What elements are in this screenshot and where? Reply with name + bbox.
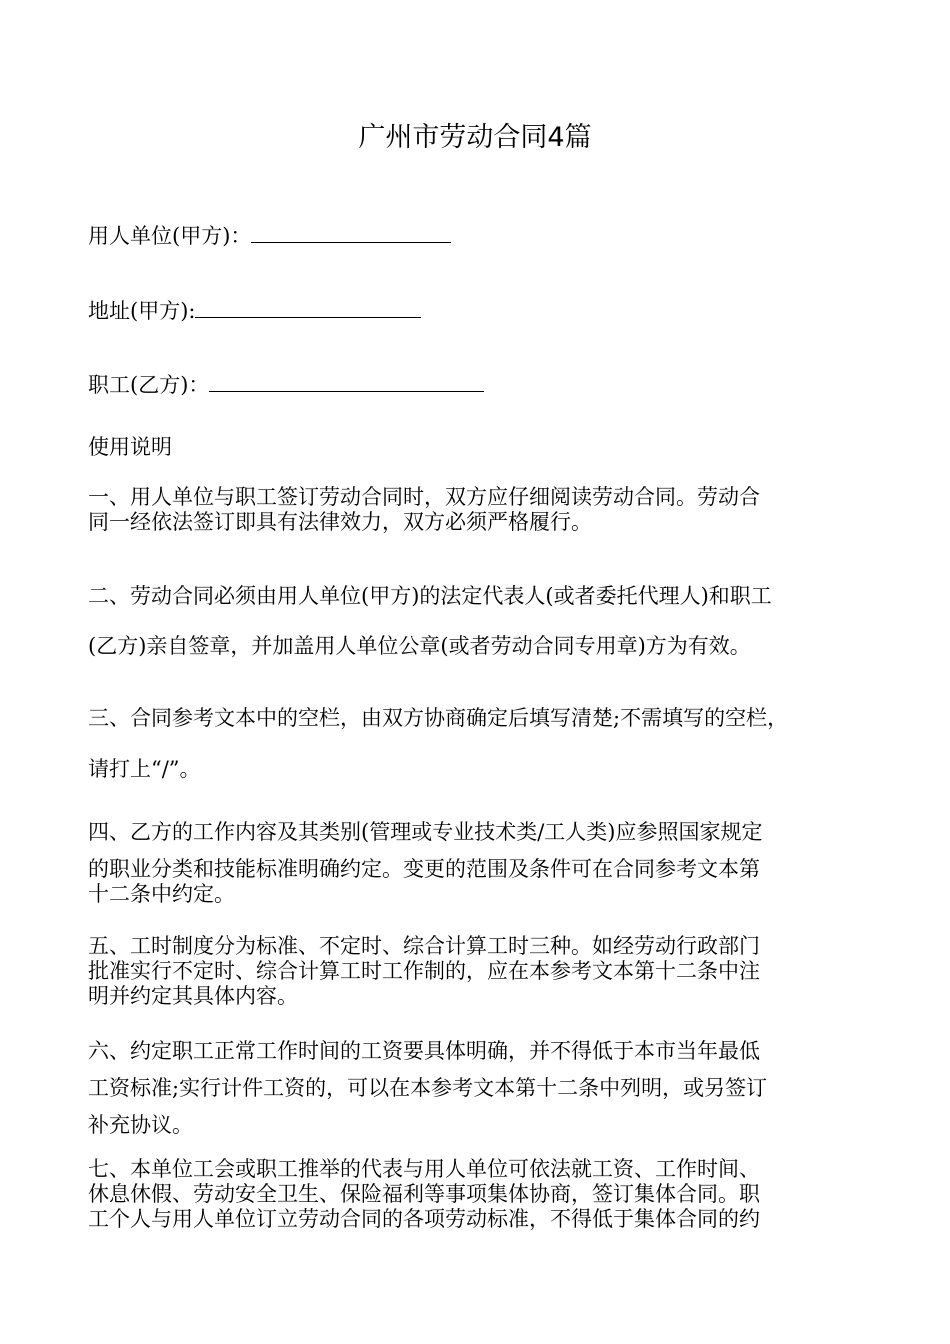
paragraph-4	[88, 820, 878, 907]
paragraph-line: 同一经依法签订即具有法律效力，双方必须严格履行。	[88, 510, 592, 534]
paragraph-line: 六、约定职工正常工作时间的工资要具体明确，并不得低于本市当年最低	[88, 1039, 760, 1063]
paragraph-line: 的职业分类和技能标准明确约定。变更的范围及条件可在合同参考文本第	[88, 857, 760, 881]
paragraph-line: 工资标准;实行计件工资的，可以在本参考文本第十二条中列明，或另签订	[88, 1076, 768, 1100]
paragraph-line: 补充协议。	[88, 1113, 193, 1137]
paragraph-line: 十二条中约定。	[88, 882, 235, 906]
field-employer-blank[interactable]	[251, 222, 451, 243]
field-address-blank[interactable]	[195, 297, 421, 318]
paragraph-line: 二、劳动合同必须由用人单位(甲方)的法定代表人(或者委托代理人)和职工	[88, 584, 772, 608]
document-title: 广州市劳动合同4篇	[358, 122, 592, 153]
field-employee-blank[interactable]	[209, 371, 484, 392]
paragraph-7	[88, 1157, 878, 1232]
section-heading: 使用说明	[88, 435, 172, 459]
field-address	[88, 297, 878, 324]
paragraph-line: 明并约定其具体内容。	[88, 984, 298, 1008]
paragraph-line: 五、工时制度分为标准、不定时、综合计算工时三种。如经劳动行政部门	[88, 934, 760, 958]
paragraph-line: 七、本单位工会或职工推举的代表与用人单位可依法就工资、工作时间、	[88, 1157, 760, 1181]
paragraph-line: 批准实行不定时、综合计算工时工作制的，应在本参考文本第十二条中注	[88, 959, 760, 983]
field-employer	[88, 222, 878, 249]
field-employee	[88, 371, 878, 398]
paragraph-3	[88, 693, 878, 795]
paragraph-line: 休息休假、劳动安全卫生、保险福利等事项集体协商，签订集体合同。职	[88, 1182, 760, 1206]
paragraph-line: 工个人与用人单位订立劳动合同的各项劳动标准，不得低于集体合同的约	[88, 1207, 760, 1231]
paragraph-line: 四、乙方的工作内容及其类别(管理或专业技术类/工人类)应参照国家规定	[88, 820, 763, 844]
paragraph-2	[88, 571, 878, 671]
field-address-label: 地址(甲方):	[88, 299, 196, 323]
paragraph-line: 一、用人单位与职工签订劳动合同时，双方应仔细阅读劳动合同。劳动合	[88, 485, 760, 509]
paragraph-line: 请打上“/”。	[88, 757, 201, 781]
paragraph-line: (乙方)亲自签章，并加盖用人单位公章(或者劳动合同专用章)方为有效。	[88, 634, 751, 658]
paragraph-5	[88, 934, 878, 1009]
paragraph-1	[88, 485, 878, 535]
field-employee-label: 职工(乙方)：	[88, 373, 210, 397]
paragraph-line: 三、合同参考文本中的空栏，由双方协商确定后填写清楚;不需填写的空栏，	[88, 706, 789, 730]
field-employer-label: 用人单位(甲方)：	[88, 224, 252, 248]
paragraph-6	[88, 1033, 878, 1144]
